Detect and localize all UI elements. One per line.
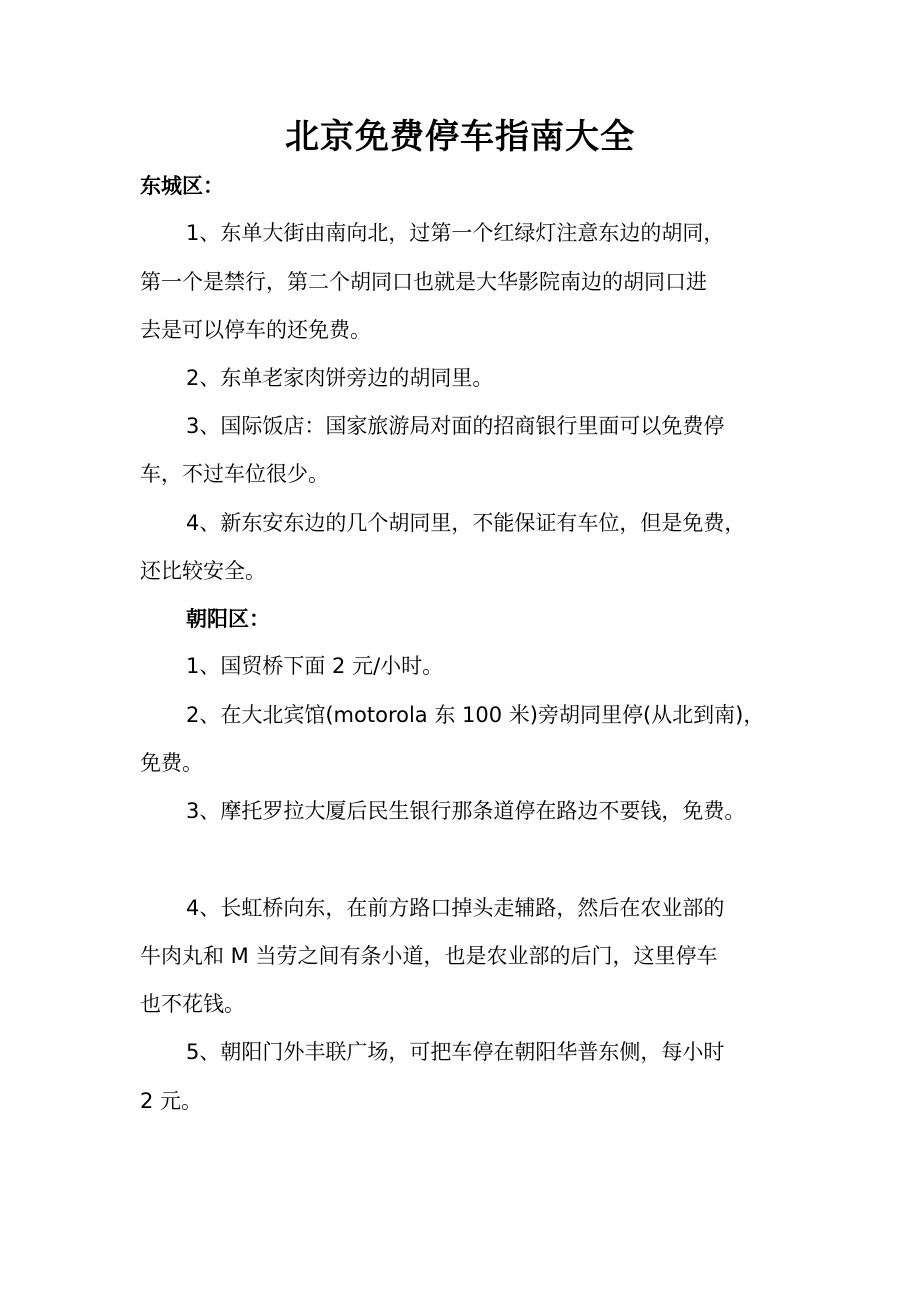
paragraph-line: 4、新东安东边的几个胡同里，不能保证有车位，但是免费，	[186, 511, 746, 535]
paragraph-line: 牛肉丸和 M 当劳之间有条小道，也是农业部的后门，这里停车	[140, 944, 718, 968]
paragraph-line: 2、在大北宾馆(motorola 东 100 米)旁胡同里停(从北到南)，	[186, 703, 765, 727]
document-title: 北京免费停车指南大全	[285, 117, 635, 157]
paragraph-line: 2、东单老家肉饼旁边的胡同里。	[186, 366, 494, 390]
paragraph-line: 3、国际饭店：国家旅游局对面的招商银行里面可以免费停	[186, 414, 725, 438]
paragraph-line: 1、国贸桥下面 2 元/小时。	[186, 654, 444, 678]
paragraph-line: 车，不过车位很少。	[140, 462, 329, 486]
paragraph-line: 免费。	[140, 751, 203, 775]
paragraph-line: 第一个是禁行，第二个胡同口也就是大华影院南边的胡同口进	[140, 270, 707, 294]
section-heading-dongcheng: 东城区：	[140, 174, 224, 198]
paragraph-line: 1、东单大街由南向北，过第一个红绿灯注意东边的胡同，	[186, 221, 725, 245]
paragraph-line: 4、长虹桥向东，在前方路口掉头走辅路，然后在农业部的	[186, 896, 725, 920]
paragraph-line: 也不花钱。	[140, 992, 245, 1016]
paragraph-line: 去是可以停车的还免费。	[140, 318, 371, 342]
section-heading-chaoyang: 朝阳区：	[186, 607, 270, 631]
paragraph-line: 还比较安全。	[140, 559, 266, 583]
paragraph-line: 2 元。	[140, 1089, 203, 1113]
paragraph-line: 3、摩托罗拉大厦后民生银行那条道停在路边不要钱，免费。	[186, 799, 746, 823]
paragraph-line: 5、朝阳门外丰联广场，可把车停在朝阳华普东侧，每小时	[186, 1040, 725, 1064]
